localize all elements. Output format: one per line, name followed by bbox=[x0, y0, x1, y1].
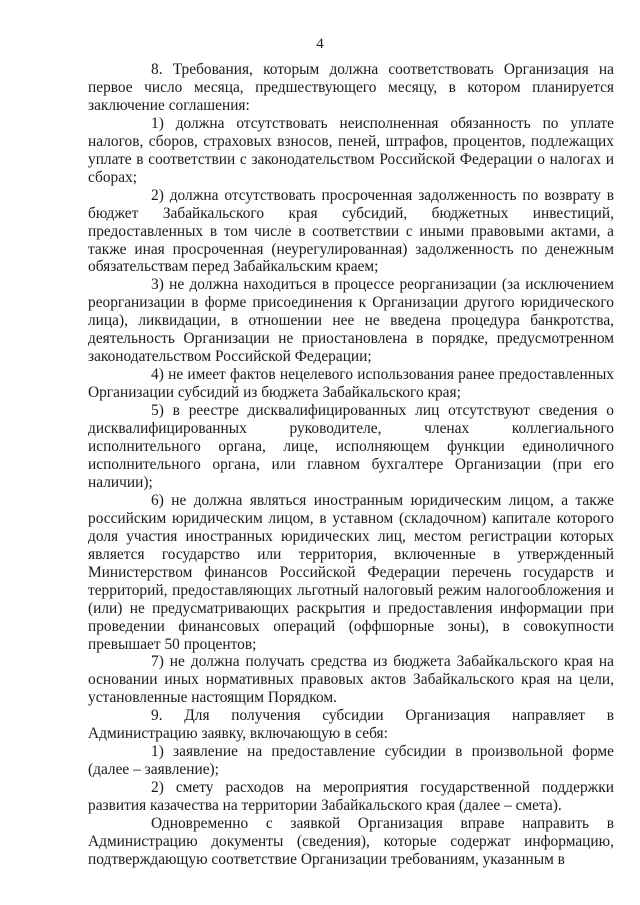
paragraph-requirement-7: 7) не должна получать средства из бюджета Забайкальского края на основании иных нормативных правовых актов Забайкальского края на цели, установленные настоящим Порядком. bbox=[88, 653, 614, 707]
paragraph-requirement-2: 2) должна отсутствовать просроченная задолженность по возврату в бюджет Забайкальского края субсидий, бюджетных инвестиций, предоставленных в том числе в соответствии с иными правовыми актами, а также иная просроченная (неурегулированная) задолженность по денежным обязательствам перед Забайкальским краем; bbox=[88, 186, 614, 276]
paragraph-additional-documents: Одновременно с заявкой Организация вправе направить в Администрацию документы (сведения), которые содержат информацию, подтверждающую соответствие Организации требованиям, указанным в bbox=[88, 815, 614, 868]
paragraph-requirement-4: 4) не имеет фактов нецелевого использования ранее предоставленных Организации субсидий из бюджета Забайкальского края; bbox=[88, 366, 614, 402]
page-number: 4 bbox=[316, 36, 324, 52]
paragraph-application-item-1: 1) заявление на предоставление субсидии в произвольной форме (далее – заявление); bbox=[88, 743, 614, 779]
paragraph-requirement-1: 1) должна отсутствовать неисполненная обязанность по уплате налогов, сборов, страховых взносов, пеней, штрафов, процентов, подлежащих уплате в соответствии с законодательством Российской Федерации о налогах и сборах; bbox=[88, 114, 614, 186]
document-body bbox=[88, 61, 614, 869]
paragraph-application-heading: 9. Для получения субсидии Организация направляет в Администрацию заявку, включающую в себя: bbox=[88, 707, 614, 743]
paragraph-requirement-5: 5) в реестре дисквалифицированных лиц отсутствуют сведения о дисквалифицированных руководителе, членах коллегиального исполнительного органа, лице, исполняющем функции единоличного исполнительного органа, или главном бухгалтере Организации (при его наличии); bbox=[88, 402, 614, 491]
paragraph-requirements-heading: 8. Требования, которым должна соответствовать Организация на первое число месяца, предшествующего месяцу, в котором планируется заключение соглашения: bbox=[88, 61, 614, 114]
paragraph-requirement-6: 6) не должна являться иностранным юридическим лицом, а также российским юридическим лицом, в уставном (складочном) капитале которого доля участия иностранных юридических лиц, местом регистрации которых является государство или территория, включенные в утвержденный Министерством финансов Российской Федерации перечень государств и территорий, предоставляющих льготный налоговый режим налогообложения и (или) не предусматривающих раскрытия и предоставления информации при проведении финансовых операций (оффшорные зоны), в совокупности превышает 50 процентов; bbox=[88, 491, 614, 653]
paragraph-application-item-2: 2) смету расходов на мероприятия государственной поддержки развития казачества на территории Забайкальского края (далее – смета). bbox=[88, 779, 614, 815]
paragraph-requirement-3: 3) не должна находиться в процессе реорганизации (за исключением реорганизации в форме присоединения к Организации другого юридического лица), ликвидации, в отношении нее не введена процедура банкротства, деятельность Организации не приостановлена в порядке, предусмотренном законодательством Российской Федерации; bbox=[88, 276, 614, 366]
